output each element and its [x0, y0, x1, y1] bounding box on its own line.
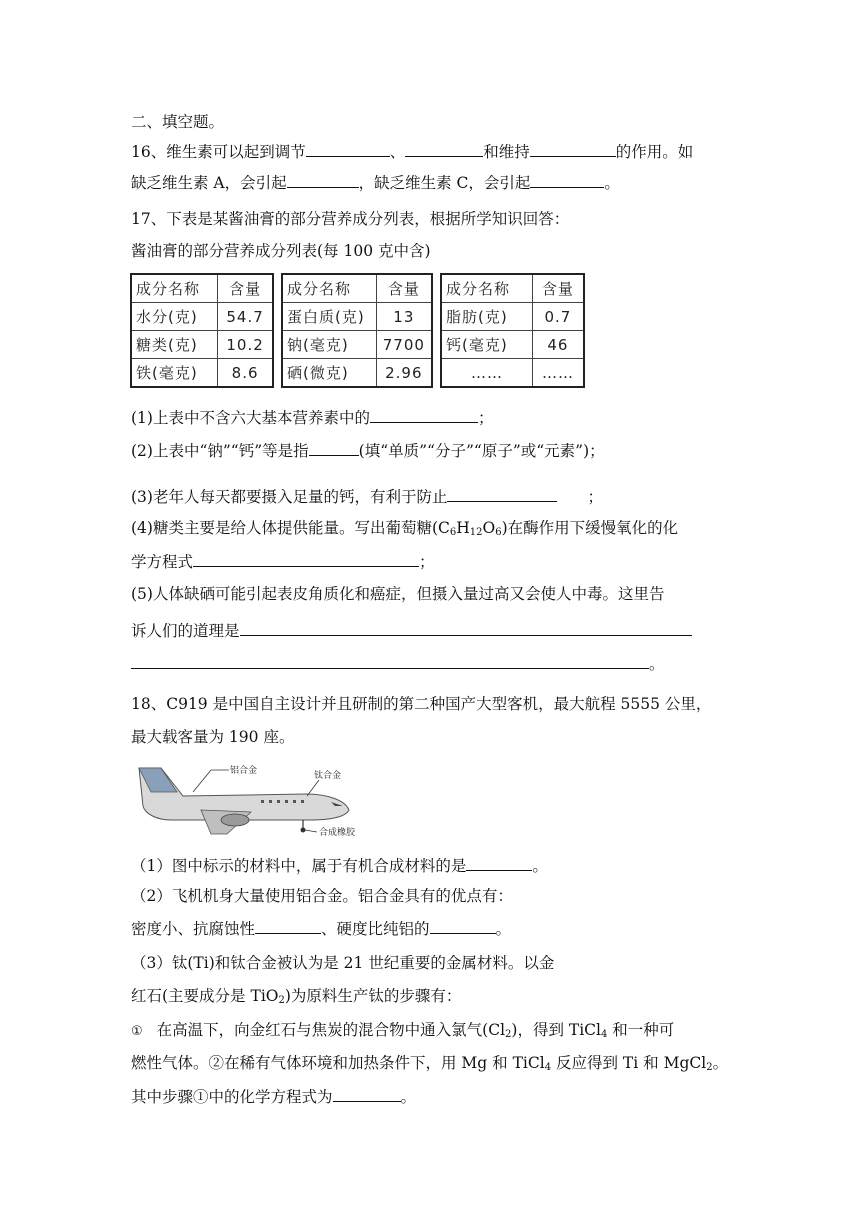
table-row: 铁(毫克) 8.6: [131, 359, 273, 388]
q17-sub4-cont: 学方程式 ；: [131, 553, 435, 571]
table-header-row: 成分名称 含量: [282, 274, 432, 303]
section-title: 二、填空题。: [131, 113, 225, 131]
table-row: …… ……: [441, 359, 584, 388]
q17-intro: 17、下表是某酱油膏的部分营养成分列表，根据所学知识回答：: [131, 210, 570, 228]
answer-blank[interactable]: [466, 855, 532, 871]
q17-sub3: (3)老年人每天都要摄入足量的钙，有利于防止 ；: [131, 488, 603, 506]
q18-sub1: （1）图中标示的材料中，属于有机合成材料的是 。: [131, 857, 548, 875]
answer-blank[interactable]: [240, 620, 692, 636]
q18-step1: ① 在高温下，向金红石与焦炭的混合物中通入氯气$(Cl_2)$，得到 TiCl$_4$ 和一种可: [131, 1021, 675, 1040]
nutrition-table-2: [281, 273, 433, 388]
label-aluminum-alloy: 铝合金: [230, 766, 258, 776]
q18-intro1: 18、C919 是中国自主设计并且研制的第二种国产大型客机，最大航程 5555 公里，: [131, 695, 712, 713]
table-header-row: 成分名称 含量: [441, 274, 584, 303]
answer-blank[interactable]: [333, 1086, 401, 1102]
q18-sub3-cont: 红石(主要成分是 TiO$_2$)为原料生产钛的步骤有：: [131, 987, 462, 1006]
answer-blank[interactable]: [430, 918, 496, 934]
table-row: 蛋白质(克) 13: [282, 303, 432, 331]
answer-blank[interactable]: [530, 141, 616, 157]
q18-step2: 燃性气体。②在稀有气体环境和加热条件下，用 Mg 和 TiCl$_4$ 反应得到 Ti 和 MgCl$_2$。: [131, 1054, 729, 1073]
answer-blank[interactable]: [306, 141, 390, 157]
answer-blank[interactable]: [193, 551, 419, 567]
q17-sub5: (5)人体缺硒可能引起表皮角质化和癌症，但摄入量过高又会使人中毒。这里告: [131, 585, 665, 603]
q17-sub1: (1)上表中不含六大基本营养素中的 ；: [131, 409, 494, 427]
q18-intro2: 最大载客量为 190 座。: [131, 728, 295, 746]
table-row: 脂肪(克) 0.7: [441, 303, 584, 331]
answer-blank[interactable]: [131, 653, 649, 669]
label-titanium-alloy: 钛合金: [314, 771, 342, 781]
table-row: 钙(毫克) 46: [441, 331, 584, 359]
c919-airplane-figure: [131, 758, 371, 840]
table-row: 钠(毫克) 7700: [282, 331, 432, 359]
q18-sub2: （2）飞机机身大量使用铝合金。铝合金具有的优点有：: [131, 887, 513, 905]
nutrition-table-3: [440, 273, 585, 388]
table-row: 硒(微克) 2.96: [282, 359, 432, 388]
answer-blank[interactable]: [309, 440, 359, 456]
q17-sub4: (4)糖类主要是给人体提供能量。写出葡萄糖$(C_6H_{12}O_6)$在酶作用下缓慢氧化的化: [131, 519, 679, 538]
answer-blank[interactable]: [530, 172, 604, 188]
table-row: 水分(克) 54.7: [131, 303, 273, 331]
q18-equation-line: 其中步骤①中的化学方程式为 。: [131, 1088, 417, 1106]
q16-line2: 缺乏维生素 A，会引起 ，缺乏维生素 C，会引起 。: [131, 174, 620, 192]
nutrition-table-1: [130, 273, 274, 388]
q18-sub3: （3）钛(Ti)和钛合金被认为是 21 世纪重要的金属材料。以金: [131, 954, 555, 972]
answer-blank[interactable]: [405, 141, 483, 157]
table-caption: 酱油膏的部分营养成分列表(每 100 克中含): [131, 242, 431, 260]
q18-sub2-cont: 密度小、抗腐蚀性 、硬度比纯铝的 。: [131, 920, 512, 938]
q17-sub5-cont2: 。: [131, 653, 665, 674]
answer-blank[interactable]: [287, 172, 359, 188]
answer-blank[interactable]: [447, 486, 557, 502]
q16-line1: 16、维生素可以起到调节 、 和维持 的作用。如: [131, 143, 694, 161]
answer-blank[interactable]: [255, 918, 321, 934]
q17-sub2: (2)上表中“钠”“钙”等是指 (填“单质”“分子”“原子”或“元素”)；: [131, 442, 605, 460]
answer-blank[interactable]: [370, 407, 478, 423]
table-header-row: 成分名称 含量: [131, 274, 273, 303]
table-row: 糖类(克) 10.2: [131, 331, 273, 359]
label-synthetic-rubber: 合成橡胶: [319, 828, 356, 838]
q17-sub5-cont: 诉人们的道理是: [131, 620, 692, 641]
